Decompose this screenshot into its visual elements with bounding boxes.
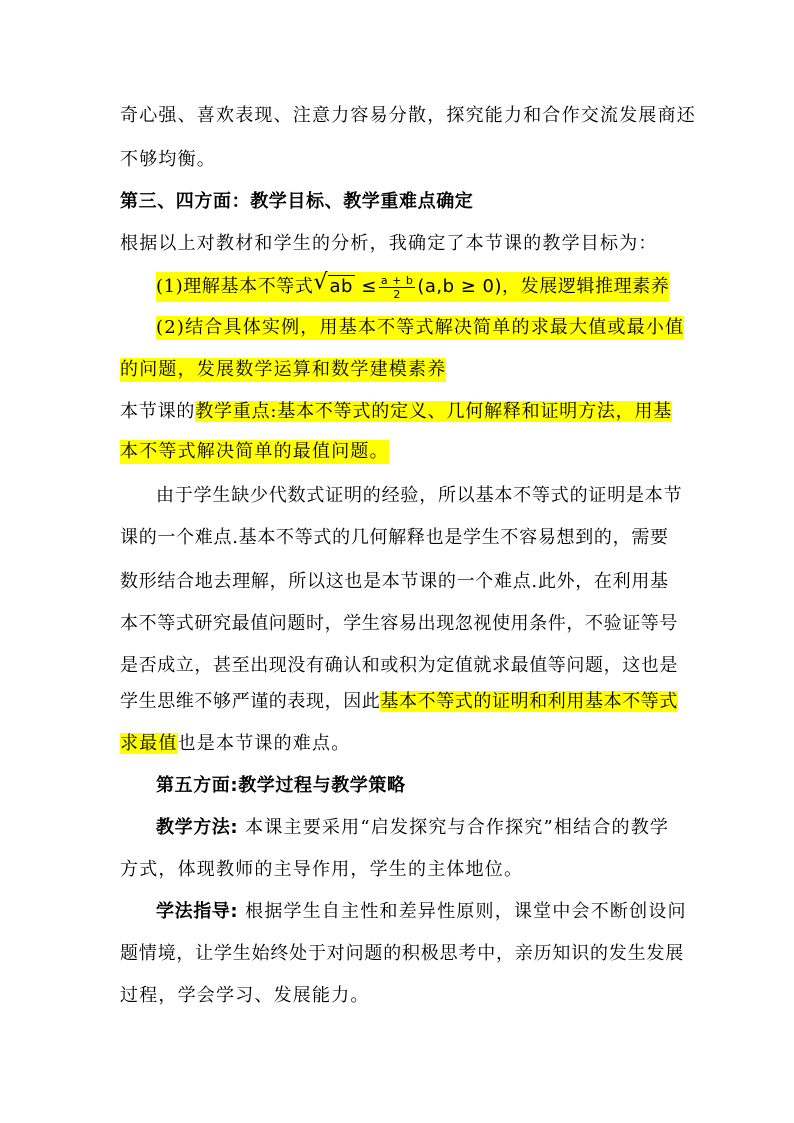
- difficulty-suffix: 也是本节课的难点。: [177, 733, 351, 754]
- objective-1: [156, 272, 669, 302]
- paragraph-line: 数形结合地去理解，所以这也是本节课的一个难点.此外，在利用基: [120, 571, 669, 592]
- sqrt-content: ab: [329, 276, 353, 297]
- paragraph-line: 过程，学会学习、发展能力。: [120, 985, 370, 1006]
- objective-1-suffix: ，发展逻辑推理素养: [502, 276, 670, 297]
- study-guide-label: 学法指导:: [156, 901, 239, 922]
- paragraph-line: 方式，体现教师的主导作用，学生的主体地位。: [120, 859, 524, 880]
- difficulty-highlight: 基本不等式的证明和利用基本不等式: [380, 691, 679, 712]
- teaching-method-line1: [156, 816, 669, 840]
- radical-sign: √: [313, 270, 329, 295]
- objective-1-prefix: (1)理解基本不等式: [156, 276, 314, 297]
- paragraph-line: 不够均衡。: [120, 149, 216, 170]
- leq-symbol: ≤: [361, 276, 377, 297]
- paragraph-line: 由于学生缺少代数式证明的经验，所以基本不等式的证明是本节: [156, 485, 683, 506]
- paragraph-line: [120, 690, 678, 714]
- key-point-line2: 本不等式解决简单的最值问题。: [120, 441, 389, 462]
- fraction: [379, 274, 415, 301]
- key-point-line1: [120, 400, 672, 424]
- fraction-denominator: 2: [393, 287, 401, 301]
- objective-2-line1: (2)结合具体实例，用基本不等式解决简单的求最大值或最小值: [156, 317, 685, 338]
- paragraph-line: 奇心强、喜欢表现、注意力容易分散，探究能力和合作交流发展商还: [120, 105, 696, 126]
- paragraph-line: 课的一个难点.基本不等式的几何解释也是学生不容易想到的，需要: [120, 527, 669, 548]
- paragraph-line: 是否成立，甚至出现没有确认和或积为定值就求最值等问题，这也是: [120, 655, 678, 676]
- paragraph-line: 题情境，让学生始终处于对问题的积极思考中，亲历知识的发生发展: [120, 943, 684, 964]
- paragraph-line: 本不等式研究最值问题时，学生容易出现忽视使用条件，不验证等号: [120, 613, 678, 634]
- key-point-prefix: 本节课的: [120, 401, 196, 422]
- difficulty-prefix: 学生思维不够严谨的表现，因此: [120, 691, 381, 712]
- section-heading: 第五方面:教学过程与教学策略: [156, 775, 406, 796]
- teaching-method-label: 教学方法:: [156, 817, 239, 838]
- difficulty-highlight-end: 求最值: [120, 733, 178, 754]
- key-point-highlight: 教学重点:基本不等式的定义、几何解释和证明方法，用基: [195, 401, 673, 422]
- condition: (a,b ≥ 0): [417, 276, 503, 297]
- objective-2-line2: 的问题，发展数学运算和数学建模素养: [120, 359, 447, 380]
- study-guide-text: 根据学生自主性和差异性原则，课堂中会不断创设问: [238, 901, 687, 922]
- study-guide-line1: [156, 900, 687, 924]
- section-heading: 第三、四方面：教学目标、教学重难点确定: [120, 191, 474, 212]
- paragraph-line: 根据以上对教材和学生的分析，我确定了本节课的教学目标为：: [120, 233, 658, 254]
- paragraph-line: [120, 732, 350, 756]
- teaching-method-text: 本课主要采用“启发探究与合作探究”相结合的教学: [238, 817, 670, 838]
- sqrt-expression: [314, 272, 355, 302]
- fraction-numerator: a + b: [380, 273, 414, 287]
